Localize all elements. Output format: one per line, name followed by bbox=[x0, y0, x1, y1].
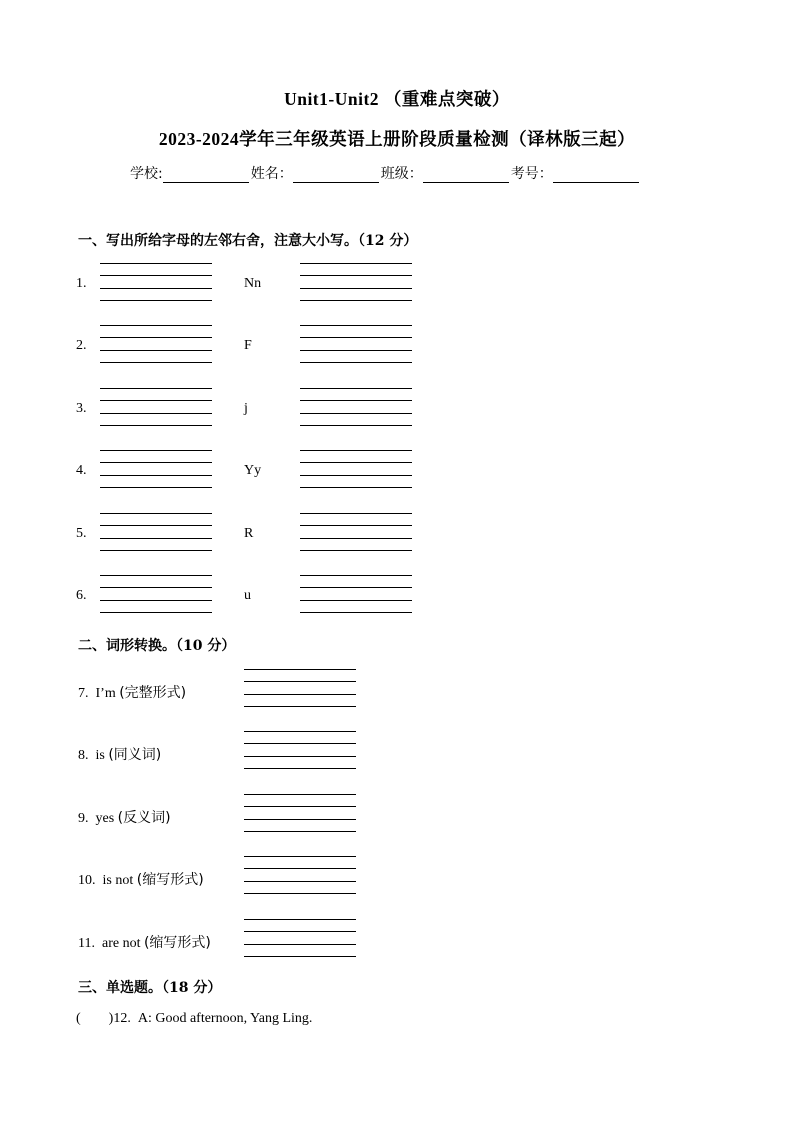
hint: (完整形式) bbox=[119, 685, 187, 701]
exam-number-blank[interactable] bbox=[553, 166, 639, 183]
question-text bbox=[78, 807, 171, 827]
hint: (同义词) bbox=[108, 747, 162, 763]
word: are not bbox=[101, 936, 141, 951]
given-letter: Yy bbox=[244, 463, 262, 478]
question-text bbox=[78, 744, 161, 764]
hint: (缩写形式) bbox=[136, 872, 204, 888]
exam-number-label: 考号： bbox=[510, 166, 553, 182]
name-blank[interactable] bbox=[293, 166, 379, 183]
answer-bracket[interactable]: ( ) bbox=[76, 1011, 114, 1026]
section2-heading: 二、词形转换。（10 分） bbox=[78, 638, 236, 654]
question-text bbox=[78, 932, 211, 952]
class-label: 班级： bbox=[380, 166, 423, 182]
question-text bbox=[78, 682, 186, 702]
hint: (反义词) bbox=[117, 810, 171, 826]
given-letter: u bbox=[244, 588, 251, 603]
title-units: Unit1-Unit2 （重难点突破） bbox=[284, 89, 510, 109]
item-number: 7. bbox=[78, 686, 89, 701]
question-text: A: Good afternoon, Yang Ling. bbox=[137, 1011, 313, 1026]
item-number: 8. bbox=[78, 748, 89, 763]
section1-heading: 一、写出所给字母的左邻右舍，注意大小写。（12 分） bbox=[78, 233, 418, 249]
item-number: 1. bbox=[76, 276, 87, 291]
item-number: 4. bbox=[76, 463, 87, 478]
section3-heading: 三、单选题。（18 分） bbox=[78, 980, 222, 996]
item-number: 5. bbox=[76, 526, 87, 541]
word: I’m bbox=[95, 686, 116, 701]
word: is not bbox=[102, 873, 134, 888]
title-exam: 2023-2024学年三年级英语上册阶段质量检测（译林版三起） bbox=[158, 129, 636, 149]
class-blank[interactable] bbox=[423, 166, 509, 183]
item-number: 9. bbox=[78, 811, 89, 826]
item-number: 12. bbox=[113, 1011, 131, 1026]
hint: (缩写形式) bbox=[143, 935, 211, 951]
name-label: 姓名： bbox=[250, 166, 293, 182]
item-number: 11. bbox=[78, 936, 95, 951]
word: is bbox=[95, 748, 105, 763]
school-label: 学校: bbox=[130, 166, 163, 182]
given-letter: R bbox=[244, 526, 254, 541]
item-number: 3. bbox=[76, 401, 87, 416]
question-12 bbox=[76, 1011, 312, 1027]
school-blank[interactable] bbox=[163, 166, 249, 183]
item-number: 6. bbox=[76, 588, 87, 603]
question-text bbox=[78, 869, 204, 889]
item-number: 2. bbox=[76, 338, 87, 353]
item-number: 10. bbox=[78, 873, 96, 888]
student-info-row bbox=[130, 163, 641, 183]
word: yes bbox=[95, 811, 115, 826]
given-letter: F bbox=[244, 338, 252, 353]
given-letter: j bbox=[244, 401, 248, 416]
given-letter: Nn bbox=[244, 276, 262, 291]
